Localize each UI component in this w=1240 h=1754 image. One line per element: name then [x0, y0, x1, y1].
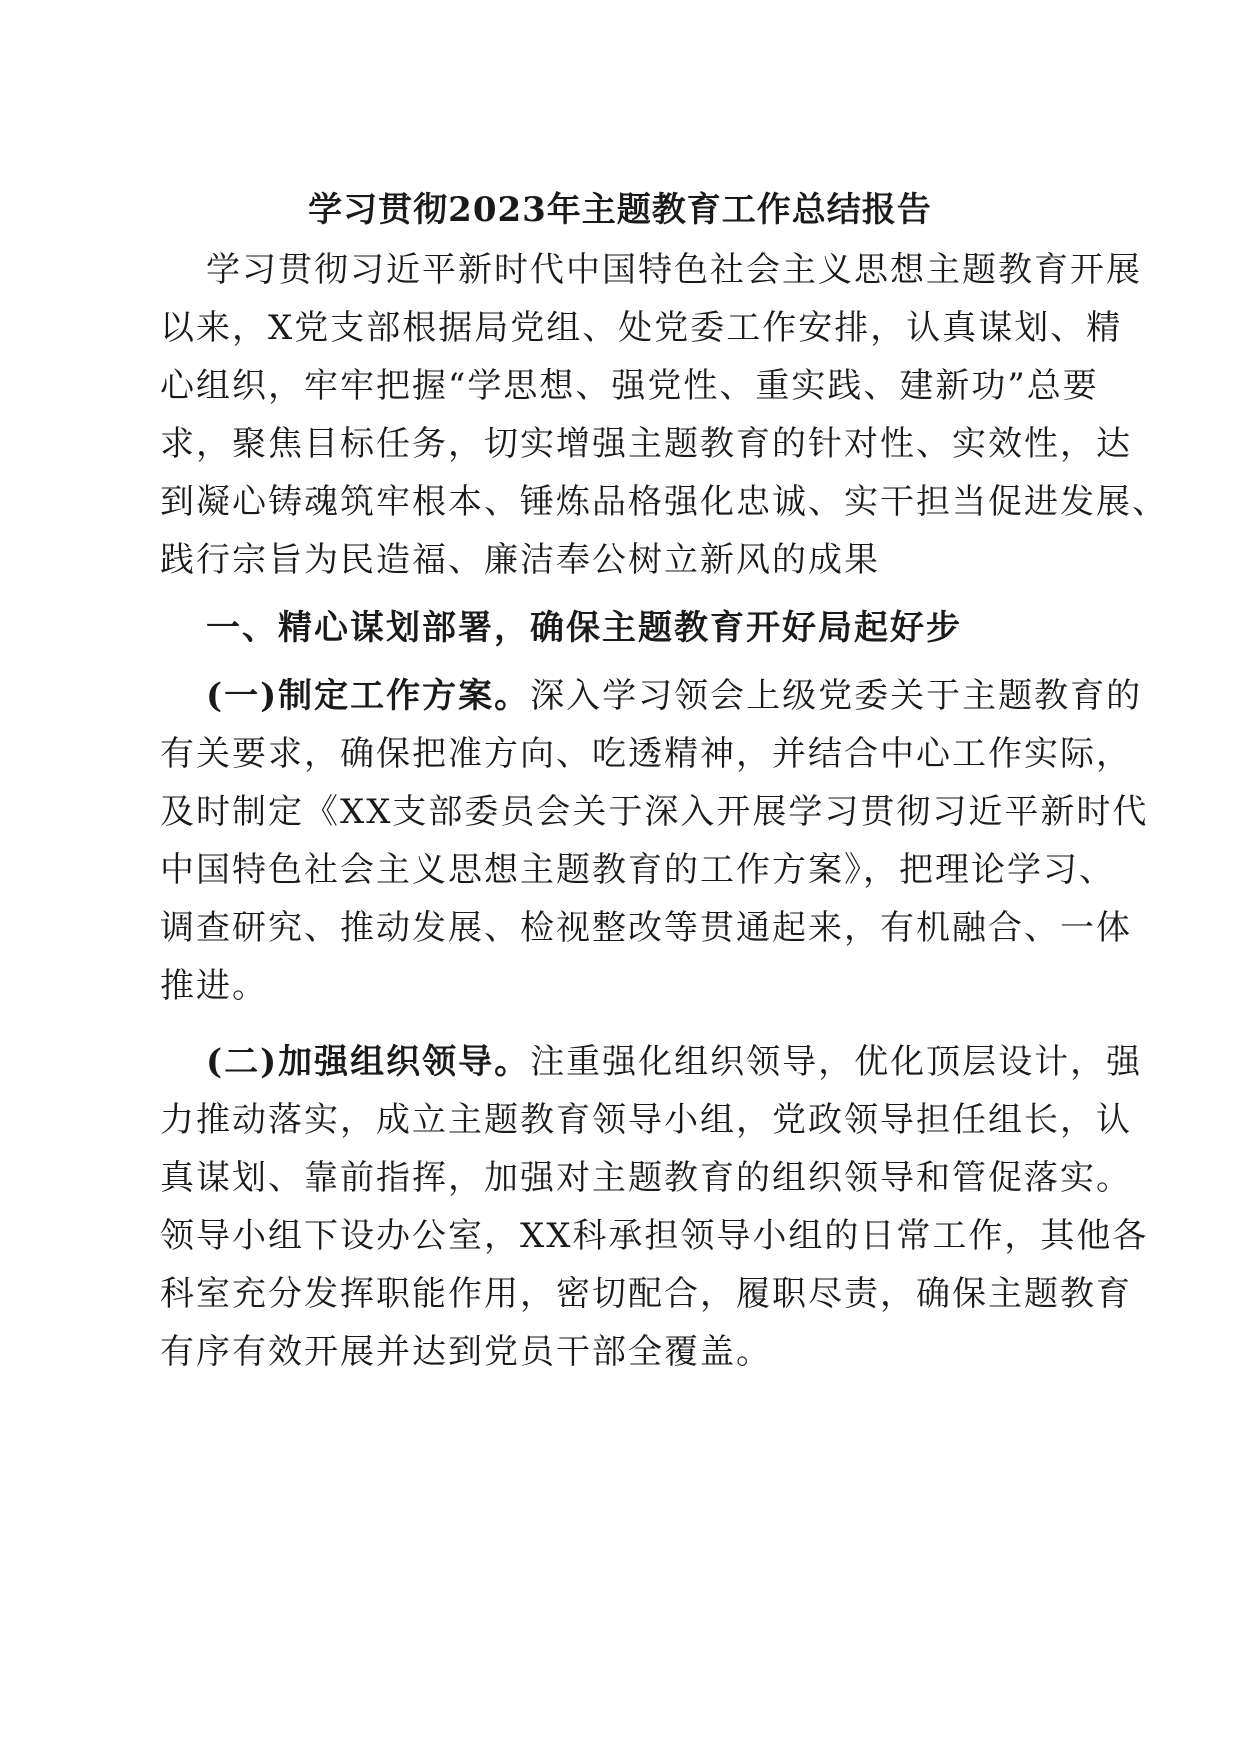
section-heading: 一、精心谋划部署，确保主题教育开好局起好步 [206, 608, 962, 648]
subsection-label: (二)加强组织领导。 [206, 1042, 531, 1082]
document-title: 学习贯彻2023年主题教育工作总结报告 [308, 190, 932, 230]
subsection-text: 深入学习领会上级党委关于主题教育的 [530, 676, 1143, 716]
body-line: 及时制定《XX支部委员会关于深入开展学习贯彻习近平新时代 [160, 792, 1149, 832]
body-line: 领导小组下设办公室，XX科承担领导小组的日常工作，其他各 [160, 1216, 1149, 1256]
intro-line: 学习贯彻习近平新时代中国特色社会主义思想主题教育开展 [206, 250, 1142, 290]
subsection-first-line [206, 1042, 1143, 1082]
body-line: 中国特色社会主义思想主题教育的工作方案》，把理论学习、 [160, 850, 1115, 890]
intro-line: 以来，X党支部根据局党组、处党委工作安排，认真谋划、精 [160, 308, 1123, 348]
subsection-label: (一)制定工作方案。 [206, 676, 531, 716]
body-line: 调查研究、推动发展、检视整改等贯通起来，有机融合、一体 [160, 908, 1132, 948]
subsection-text: 注重强化组织领导，优化顶层设计，强 [530, 1042, 1143, 1082]
intro-line: 践行宗旨为民造福、廉洁奉公树立新风的成果 [160, 540, 880, 580]
body-line: 有关要求，确保把准方向、吃透精神，并结合中心工作实际， [160, 734, 1132, 774]
body-line: 真谋划、靠前指挥，加强对主题教育的组织领导和管促落实。 [160, 1158, 1132, 1198]
body-line: 推进。 [160, 966, 268, 1006]
body-line: 有序有效开展并达到党员干部全覆盖。 [160, 1332, 772, 1372]
body-line: 力推动落实，成立主题教育领导小组，党政领导担任组长，认 [160, 1100, 1132, 1140]
intro-line: 求，聚焦目标任务，切实增强主题教育的针对性、实效性，达 [160, 424, 1132, 464]
intro-line: 到凝心铸魂筑牢根本、锤炼品格强化忠诚、实干担当促进发展、 [160, 482, 1168, 522]
body-line: 科室充分发挥职能作用，密切配合，履职尽责，确保主题教育 [160, 1274, 1132, 1314]
intro-line: 心组织，牢牢把握“学思想、强党性、重实践、建新功”总要 [160, 366, 1099, 406]
subsection-first-line [206, 676, 1143, 716]
